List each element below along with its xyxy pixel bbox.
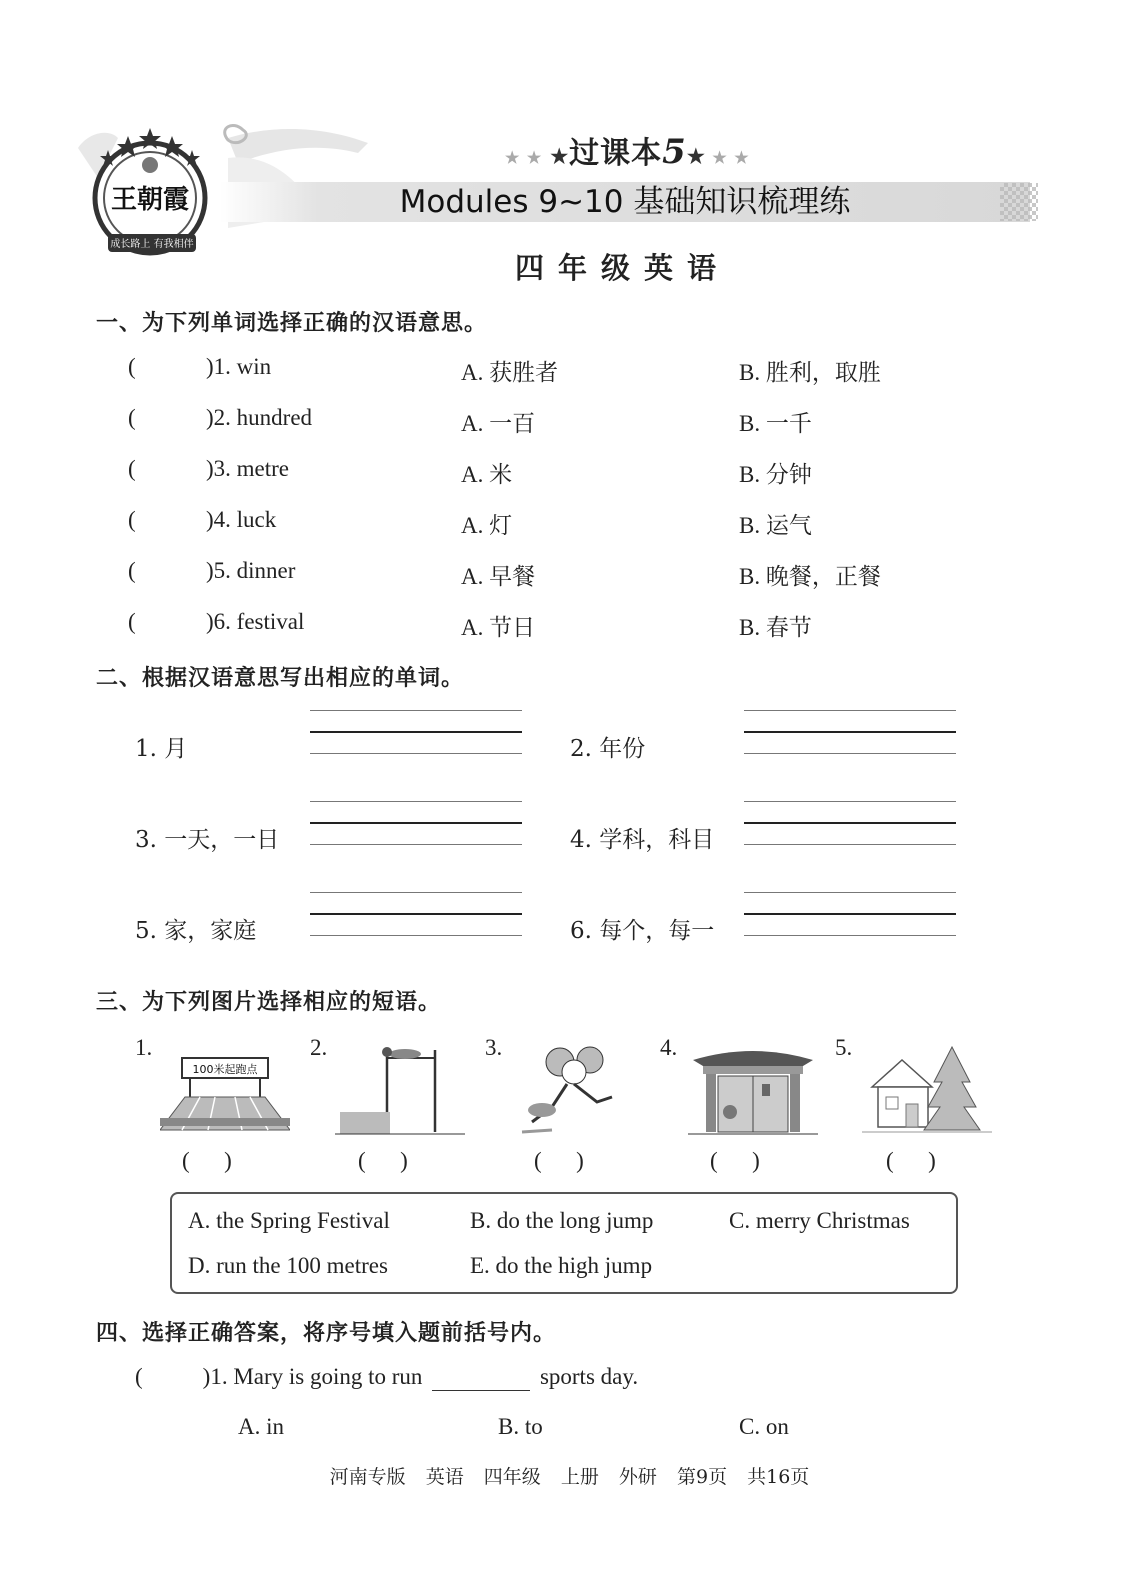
writing-lines[interactable] [310,801,522,857]
choice-option: B. do the long jump [470,1208,654,1233]
answer-option: B. to [498,1414,543,1439]
picture-number: 3. [485,1035,503,1060]
answer-blank[interactable]: ( [128,405,136,430]
answer-blank[interactable]: ( ) [182,1148,232,1173]
word-prompt: 1. 月 [135,736,188,762]
writing-lines[interactable] [744,801,956,857]
choice-option: A. the Spring Festival [188,1208,390,1233]
writing-lines[interactable] [744,710,956,766]
question-row: ( )4. luck A. 灯 B. 运气 [128,507,812,538]
writing-lines[interactable] [310,892,522,948]
answer-option: A. in [238,1414,284,1439]
question-row: ( )2. hundred A. 一百 B. 一千 [128,405,812,436]
fill-blank[interactable] [432,1364,530,1391]
chinese-gate-icon [688,1042,818,1137]
answer-blank[interactable]: ( ) [710,1148,760,1173]
svg-text:王朝霞: 王朝霞 [110,185,190,215]
house-christmas-tree-icon [862,1042,992,1137]
page-footer: 河南专版 英语 四年级 上册 外研 第9页 共16页 [329,1466,810,1488]
answer-blank[interactable]: ( [135,1364,143,1389]
answer-blank[interactable]: ( [128,507,136,532]
high-jump-icon [335,1042,465,1137]
choice-option: E. do the high jump [470,1253,653,1278]
svg-text:100米起跑点: 100米起跑点 [192,1063,258,1076]
word-prompt: 6. 每个，每一 [570,918,715,944]
word-prompt: 4. 学科，科目 [570,827,715,853]
section2-heading: 二、根据汉语意思写出相应的单词。 [96,666,465,691]
picture-number: 5. [835,1035,853,1060]
writing-lines[interactable] [310,710,522,766]
answer-option: C. on [739,1414,789,1439]
jumping-child-icon [512,1042,642,1137]
writing-lines[interactable] [744,892,956,948]
section1-heading: 一、为下列单词选择正确的汉语意思。 [96,311,488,336]
answer-blank[interactable]: ( [128,609,136,634]
choice-option: D. run the 100 metres [188,1253,388,1278]
svg-text:成长路上 有我相伴: 成长路上 有我相伴 [110,239,194,250]
answer-blank[interactable]: ( ) [886,1148,936,1173]
question-row: ( )1. Mary is going to run sports day. [135,1364,639,1389]
series-title: ★ ★ ★过课本5★ ★ ★ [505,132,750,172]
answer-blank[interactable]: ( [128,456,136,481]
picture-number: 2. [310,1035,328,1060]
word-prompt: 5. 家，家庭 [135,918,257,944]
question-row: ( )1. win A. 获胜者 B. 胜利，取胜 [128,354,881,385]
answer-blank[interactable]: ( ) [358,1148,408,1173]
banner-title: Modules 9~10 基础知识梳理练 [399,184,851,220]
word-prompt: 2. 年份 [570,736,646,762]
page-subtitle: 四年级英语 [514,251,730,285]
answer-blank[interactable]: ( [128,558,136,583]
word-prompt: 3. 一天，一日 [135,827,280,853]
running-track-icon [160,1042,290,1137]
question-row: ( )6. festival A. 节日 B. 春节 [128,609,812,640]
question-row: ( )5. dinner A. 早餐 B. 晚餐，正餐 [128,558,881,589]
question-row: ( )3. metre A. 米 B. 分钟 [128,456,812,487]
choice-option: C. merry Christmas [729,1208,910,1233]
section3-heading: 三、为下列图片选择相应的短语。 [96,990,442,1015]
picture-number: 1. [135,1035,153,1060]
section4-heading: 四、选择正确答案，将序号填入题前括号内。 [96,1321,557,1346]
picture-number: 4. [660,1035,678,1060]
answer-blank[interactable]: ( [128,354,136,379]
answer-blank[interactable]: ( ) [534,1148,584,1173]
